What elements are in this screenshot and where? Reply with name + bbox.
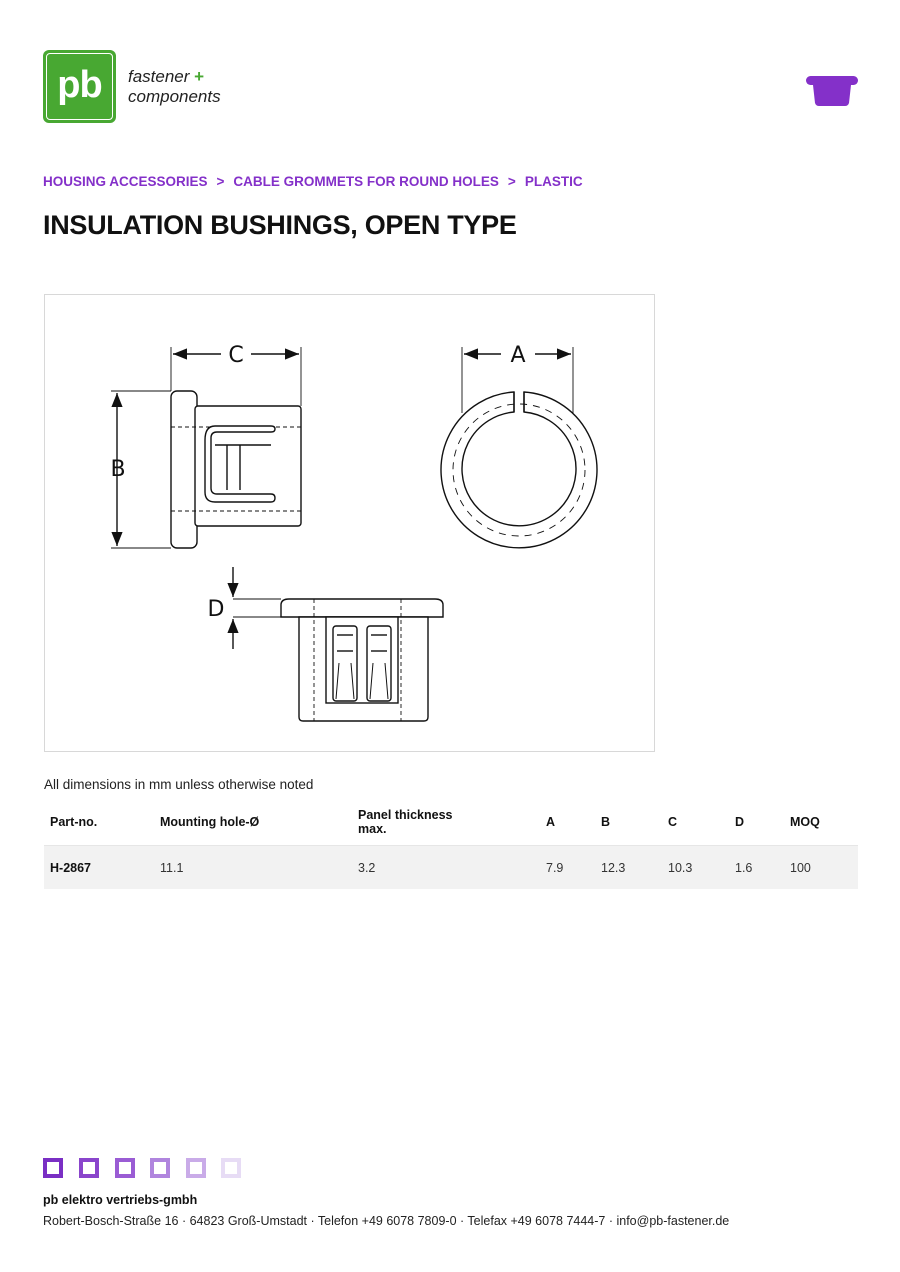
page-title: INSULATION BUSHINGS, OPEN TYPE <box>43 210 517 240</box>
breadcrumb-separator: > <box>507 174 516 189</box>
header-a: A <box>540 798 595 846</box>
dimension-a-label: A <box>510 343 526 368</box>
front-view <box>441 347 597 548</box>
grommet-product-icon <box>805 73 860 108</box>
header-d: D <box>729 798 784 846</box>
square-icon <box>186 1158 206 1178</box>
breadcrumb-cable-grommets[interactable]: CABLE GROMMETS FOR ROUND HOLES <box>233 174 499 189</box>
footer-address: Robert-Bosch-Straße 16 · 64823 Groß-Umstadt · Telefon +49 6078 7809-0 · Telefax +49 6078 7444-7 · info@pb-fastener.de <box>43 1214 730 1228</box>
header-b: B <box>595 798 662 846</box>
cell-b: 12.3 <box>595 846 662 890</box>
square-icon <box>150 1158 170 1178</box>
logo-letters: pb <box>46 53 113 120</box>
square-icon <box>43 1158 63 1178</box>
header-panel-thickness-line1: Panel thickness <box>358 807 453 822</box>
spec-table <box>44 798 858 889</box>
header-c: C <box>662 798 729 846</box>
breadcrumb-plastic[interactable]: PLASTIC <box>524 174 583 189</box>
logo-word-fastener: fastener <box>128 67 190 86</box>
cell-d: 1.6 <box>729 846 784 890</box>
cell-panel-thickness: 3.2 <box>352 846 540 890</box>
breadcrumb-separator: > <box>216 174 225 189</box>
logo-word-components: components <box>128 87 221 106</box>
cell-moq: 100 <box>784 846 858 890</box>
table-row[interactable] <box>44 846 858 890</box>
dimension-c-label: C <box>228 343 244 368</box>
cell-mounting-hole: 11.1 <box>154 846 352 890</box>
side-view <box>111 347 301 548</box>
header-moq: MOQ <box>784 798 858 846</box>
header-part-no: Part-no. <box>44 798 154 846</box>
cell-a: 7.9 <box>540 846 595 890</box>
dimension-d-label: D <box>207 597 225 622</box>
square-icon <box>221 1158 241 1178</box>
logo-wordmark <box>128 67 221 107</box>
dimension-b-label: B <box>110 457 126 482</box>
technical-drawing <box>44 294 655 752</box>
logo-plus: + <box>194 67 205 86</box>
header-mounting-hole: Mounting hole-Ø <box>154 798 352 846</box>
breadcrumb-housing-accessories[interactable]: HOUSING ACCESSORIES <box>43 174 208 189</box>
cell-c: 10.3 <box>662 846 729 890</box>
square-icon <box>79 1158 99 1178</box>
drawing-canvas <box>45 295 654 751</box>
table-header-row <box>44 798 858 846</box>
header-panel-thickness <box>352 798 540 846</box>
header-panel-thickness-line2: max. <box>358 821 387 836</box>
footer-company-name: pb elektro vertriebs-gmbh <box>43 1193 198 1207</box>
bottom-view <box>233 567 443 721</box>
cell-part-no[interactable]: H-2867 <box>44 846 154 890</box>
company-logo <box>43 50 228 124</box>
dimensions-note: All dimensions in mm unless otherwise noted <box>44 777 314 792</box>
square-icon <box>115 1158 135 1178</box>
logo-mark <box>43 50 116 123</box>
breadcrumb <box>43 174 583 189</box>
